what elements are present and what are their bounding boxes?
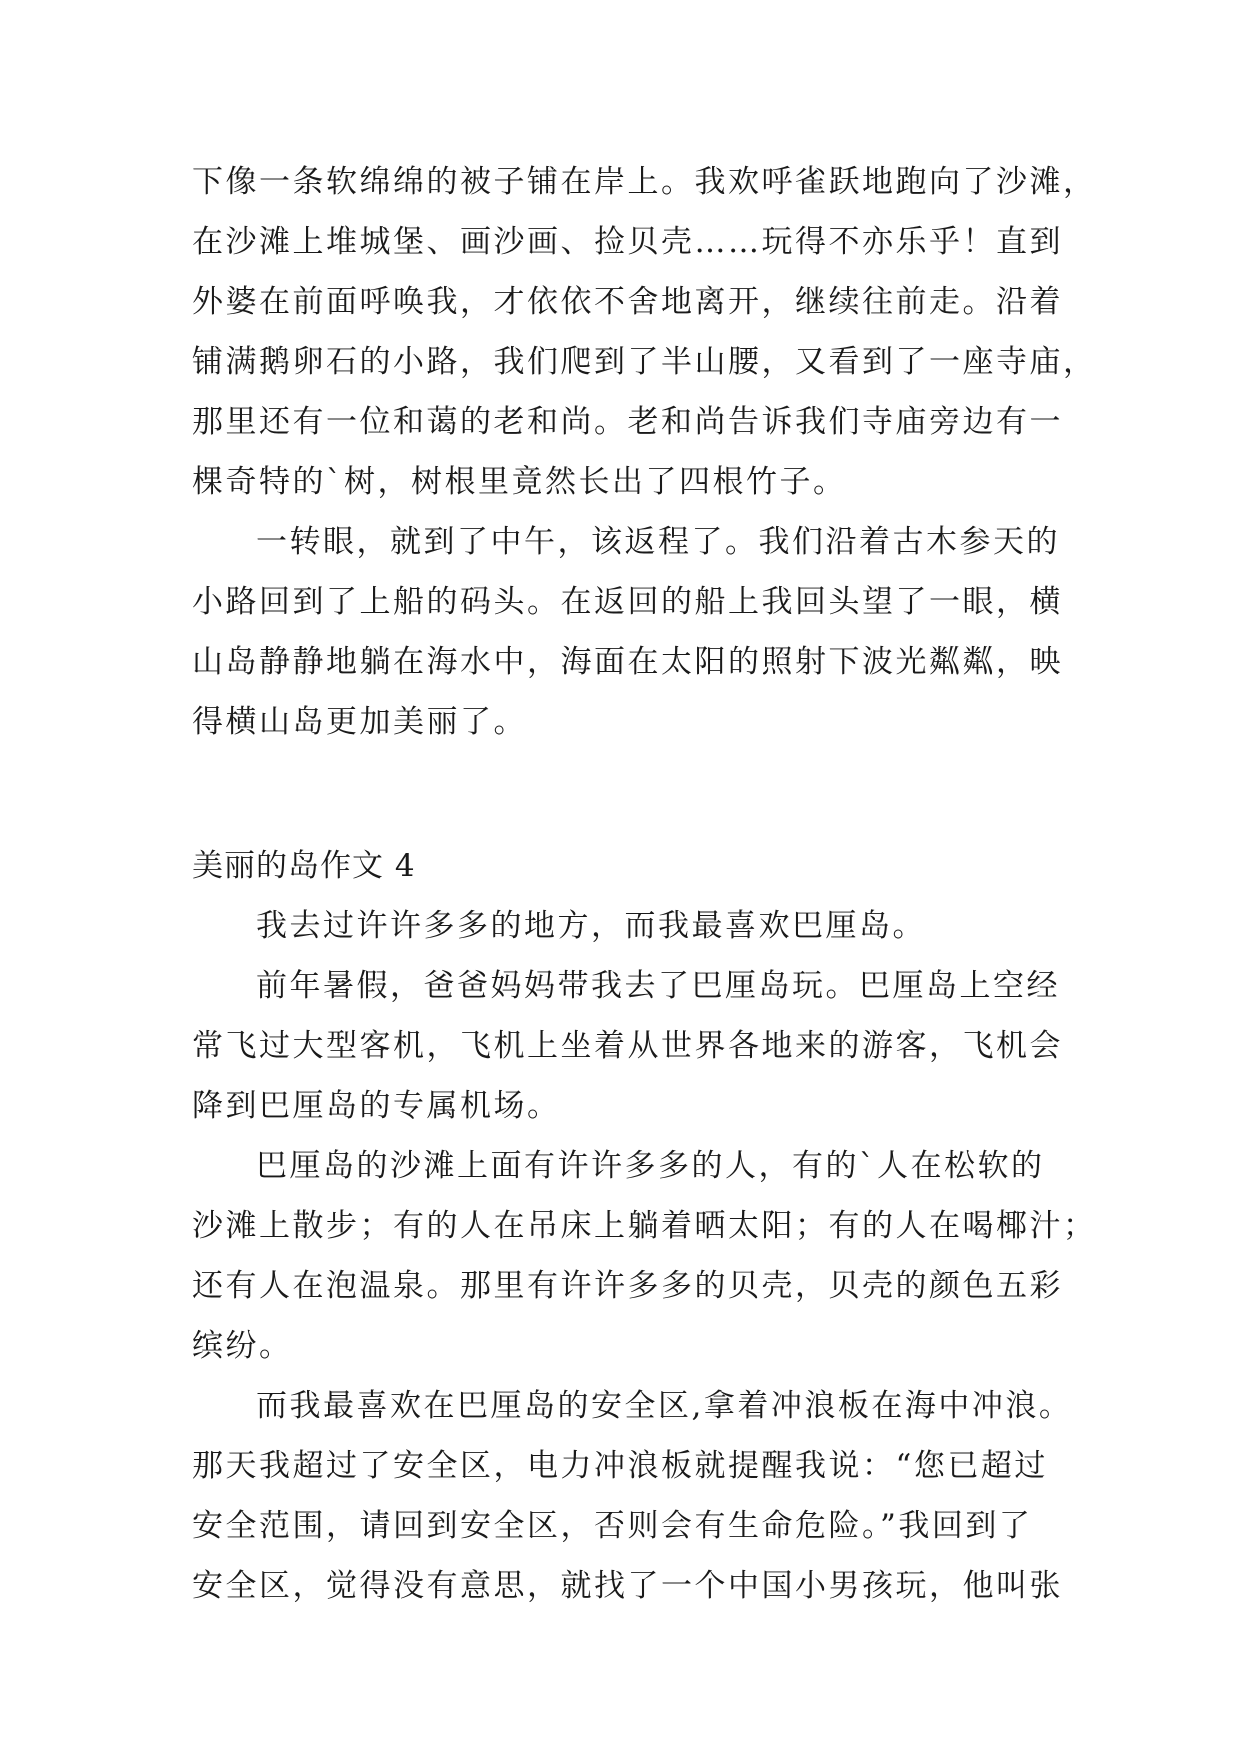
paragraph-return-trip	[192, 512, 1092, 752]
text-line: 缤纷。	[192, 1328, 293, 1364]
text-line: 巴厘岛的沙滩上面有许许多多的人，有的`人在松软的	[256, 1148, 1045, 1184]
text-line: 小路回到了上船的码头。在返回的船上我回头望了一眼，横	[192, 584, 1063, 620]
text-line: 下像一条软绵绵的被子铺在岸上。我欢呼雀跃地跑向了沙滩，	[192, 164, 1097, 200]
text-line: 一转眼，就到了中午，该返程了。我们沿着古木参天的	[256, 524, 1060, 560]
paragraph-island-walk	[192, 152, 1097, 512]
text-line: 降到巴厘岛的专属机场。	[192, 1088, 561, 1124]
section-heading: 美丽的岛作文 4	[192, 848, 416, 884]
text-line: 棵奇特的`树，树根里竟然长出了四根竹子。	[192, 464, 847, 500]
text-line: 还有人在泡温泉。那里有许许多多的贝壳，贝壳的颜色五彩	[192, 1268, 1063, 1304]
essay-text	[192, 152, 1097, 1616]
text-line: 外婆在前面呼唤我，才依依不舍地离开，继续往前走。沿着	[192, 284, 1063, 320]
text-line: 常飞过大型客机，飞机上坐着从世界各地来的游客，飞机会	[192, 1028, 1063, 1064]
text-line: 安全区，觉得没有意思，就找了一个中国小男孩玩，他叫张	[192, 1568, 1063, 1604]
paragraph-beach	[192, 1136, 1097, 1376]
text-line: 铺满鹅卵石的小路，我们爬到了半山腰，又看到了一座寺庙，	[192, 344, 1097, 380]
text-line: 得横山岛更加美丽了。	[192, 704, 527, 740]
paragraph-intro	[192, 896, 1092, 956]
text-line: 我去过许许多多的地方，而我最喜欢巴厘岛。	[256, 908, 926, 944]
text-line: 而我最喜欢在巴厘岛的安全区,拿着冲浪板在海中冲浪。	[256, 1388, 1073, 1424]
paragraph-summer-trip	[192, 956, 1092, 1136]
paragraph-surfing	[192, 1376, 1092, 1616]
text-line: 在沙滩上堆城堡、画沙画、捡贝壳……玩得不亦乐乎！直到	[192, 224, 1063, 260]
text-line: 沙滩上散步；有的人在吊床上躺着晒太阳；有的人在喝椰汁；	[192, 1208, 1097, 1244]
section-gap	[192, 752, 1092, 836]
text-line: 那天我超过了安全区，电力冲浪板就提醒我说：“您已超过	[192, 1448, 1048, 1484]
text-line: 前年暑假，爸爸妈妈带我去了巴厘岛玩。巴厘岛上空经	[256, 968, 1060, 1004]
text-line: 安全范围，请回到安全区，否则会有生命危险。”我回到了	[192, 1508, 1033, 1544]
text-line: 山岛静静地躺在海水中，海面在太阳的照射下波光粼粼，映	[192, 644, 1063, 680]
text-line: 那里还有一位和蔼的老和尚。老和尚告诉我们寺庙旁边有一	[192, 404, 1063, 440]
